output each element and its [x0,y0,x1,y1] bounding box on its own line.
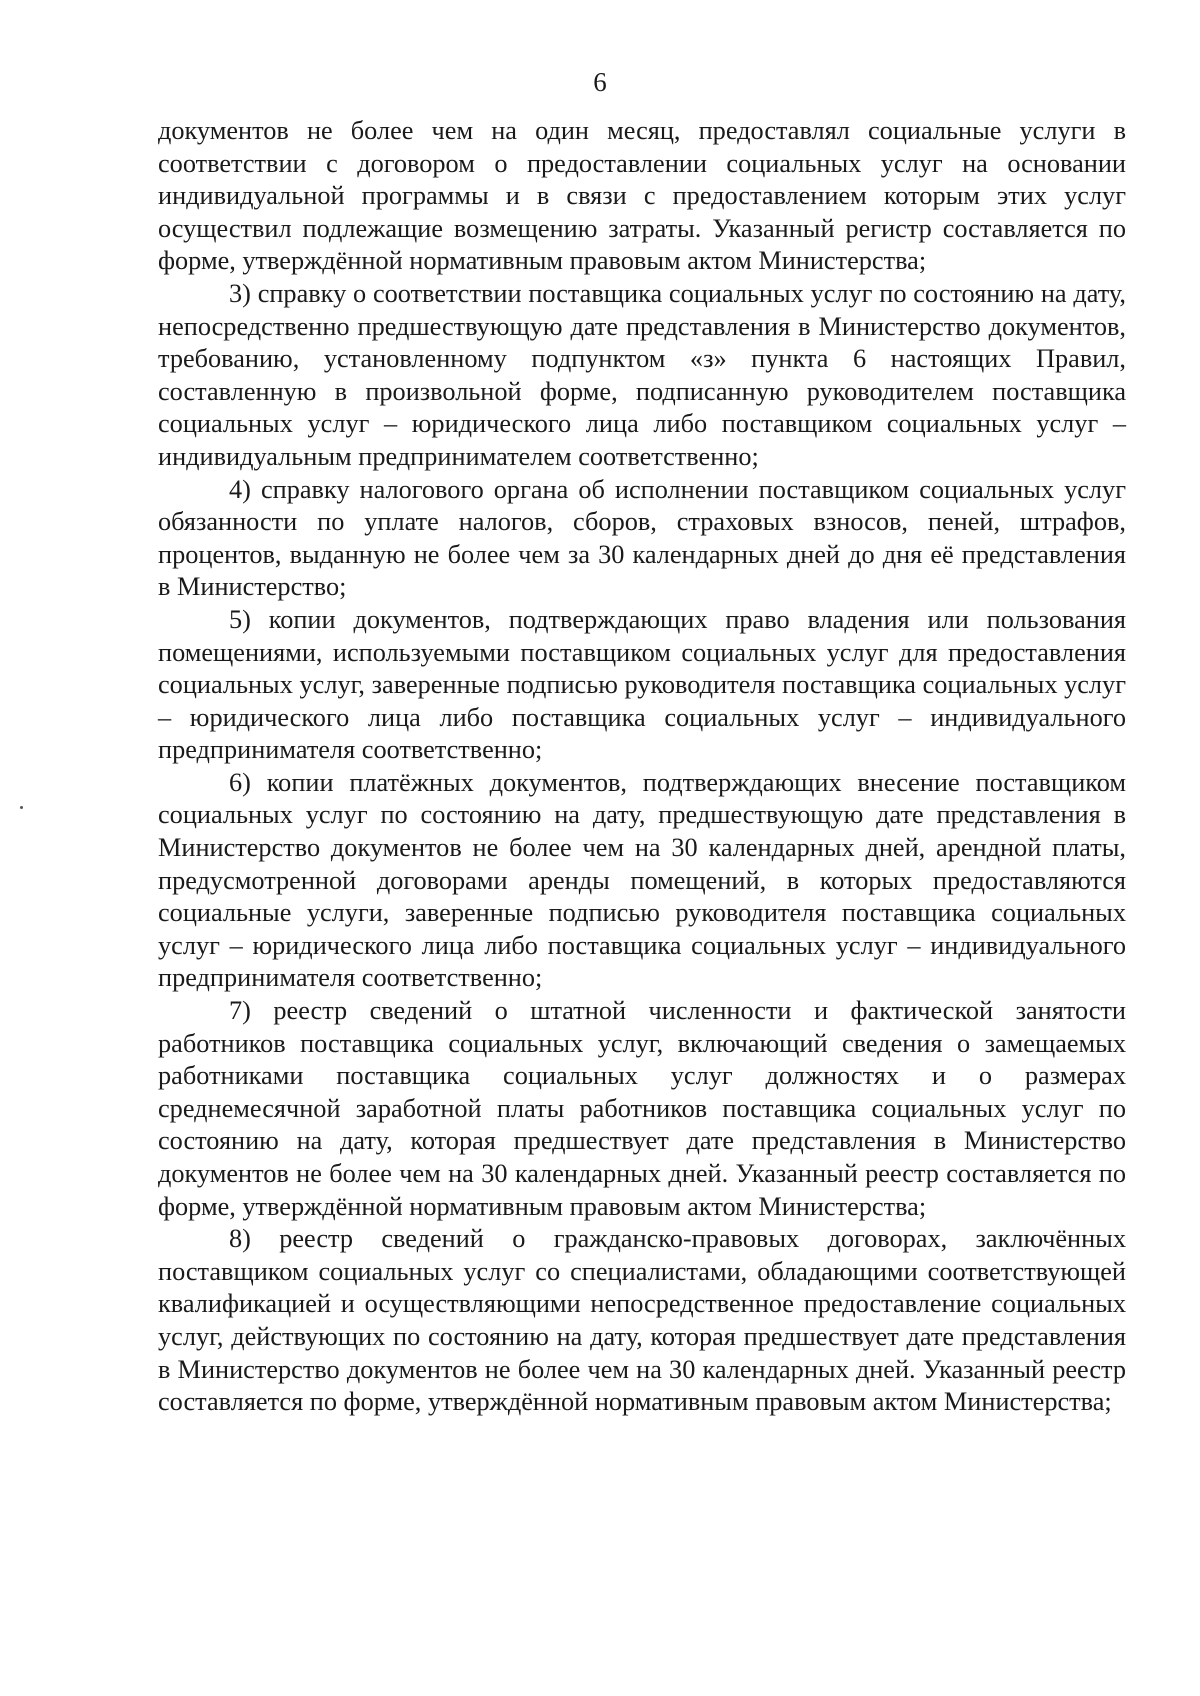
paragraph-item-4: 4) справку налогового органа об исполнении поставщиком социальных услуг обязанности по уплате налогов, сборов, страховых взносов, пеней, штрафов, процентов, выданную не более чем за 30 календарных дней до дня её представления в Министерство; [158,474,1126,602]
paragraph-item-5: 5) копии документов, подтверждающих право владения или пользования помещениями, используемыми поставщиком социальных услуг для предоставления социальных услуг, заверенные подписью руководителя поставщика социальных услуг – юридического лица либо поставщика социальных услуг – индивидуального предпринимателя соответственно; [158,604,1126,765]
page-number: 6 [593,67,607,97]
scan-speck [20,806,23,809]
paragraph-item-8: 8) реестр сведений о гражданско-правовых договорах, заключённых поставщиком социальных услуг со специалистами, обладающими соответствующей квалификацией и осуществляющими непосредственное предоставление социальных услуг, действующих по состоянию на дату, которая предшествует дате представления в Министерство документов не более чем на 30 календарных дней. Указанный реестр составляется по форме, утверждённой нормативным правовым актом Министерства; [158,1224,1126,1417]
paragraph-item-3: 3) справку о соответствии поставщика социальных услуг по состоянию на дату, непосредственно предшествующую дате представления в Министерство документов, требованию, установленному подпунктом «з» пункта 6 настоящих Правил, составленную в произвольной форме, подписанную руководителем поставщика социальных услуг – юридического лица либо поставщиком социальных услуг – индивидуальным предпринимателем соответственно; [158,278,1126,471]
paragraph-item-6: 6) копии платёжных документов, подтверждающих внесение поставщиком социальных услуг по состоянию на дату, предшествующую дате представления в Министерство документов не более чем на 30 календарных дней, арендной платы, предусмотренной договорами аренды помещений, в которых предоставляются социальные услуги, заверенные подписью руководителя поставщика социальных услуг – юридического лица либо поставщика социальных услуг – индивидуального предпринимателя соответственно; [158,767,1126,993]
document-body [158,115,1126,1419]
paragraph-item-7: 7) реестр сведений о штатной численности и фактической занятости работников поставщика социальных услуг, включающий сведения о замещаемых работниками поставщика социальных услуг должностях и о размерах среднемесячной заработной платы работников поставщика социальных услуг по состоянию на дату, которая предшествует дате представления в Министерство документов не более чем на 30 календарных дней. Указанный реестр составляется по форме, утверждённой нормативным правовым актом Министерства; [158,996,1126,1221]
paragraph-continuation: документов не более чем на один месяц, предоставлял социальные услуги в соответствии с договором о предоставлении социальных услуг на основании индивидуальной программы и в связи с предоставлением которым этих услуг осуществил подлежащие возмещению затраты. Указанный регистр составляется по форме, утверждённой нормативным правовым актом Министерства; [158,116,1126,276]
